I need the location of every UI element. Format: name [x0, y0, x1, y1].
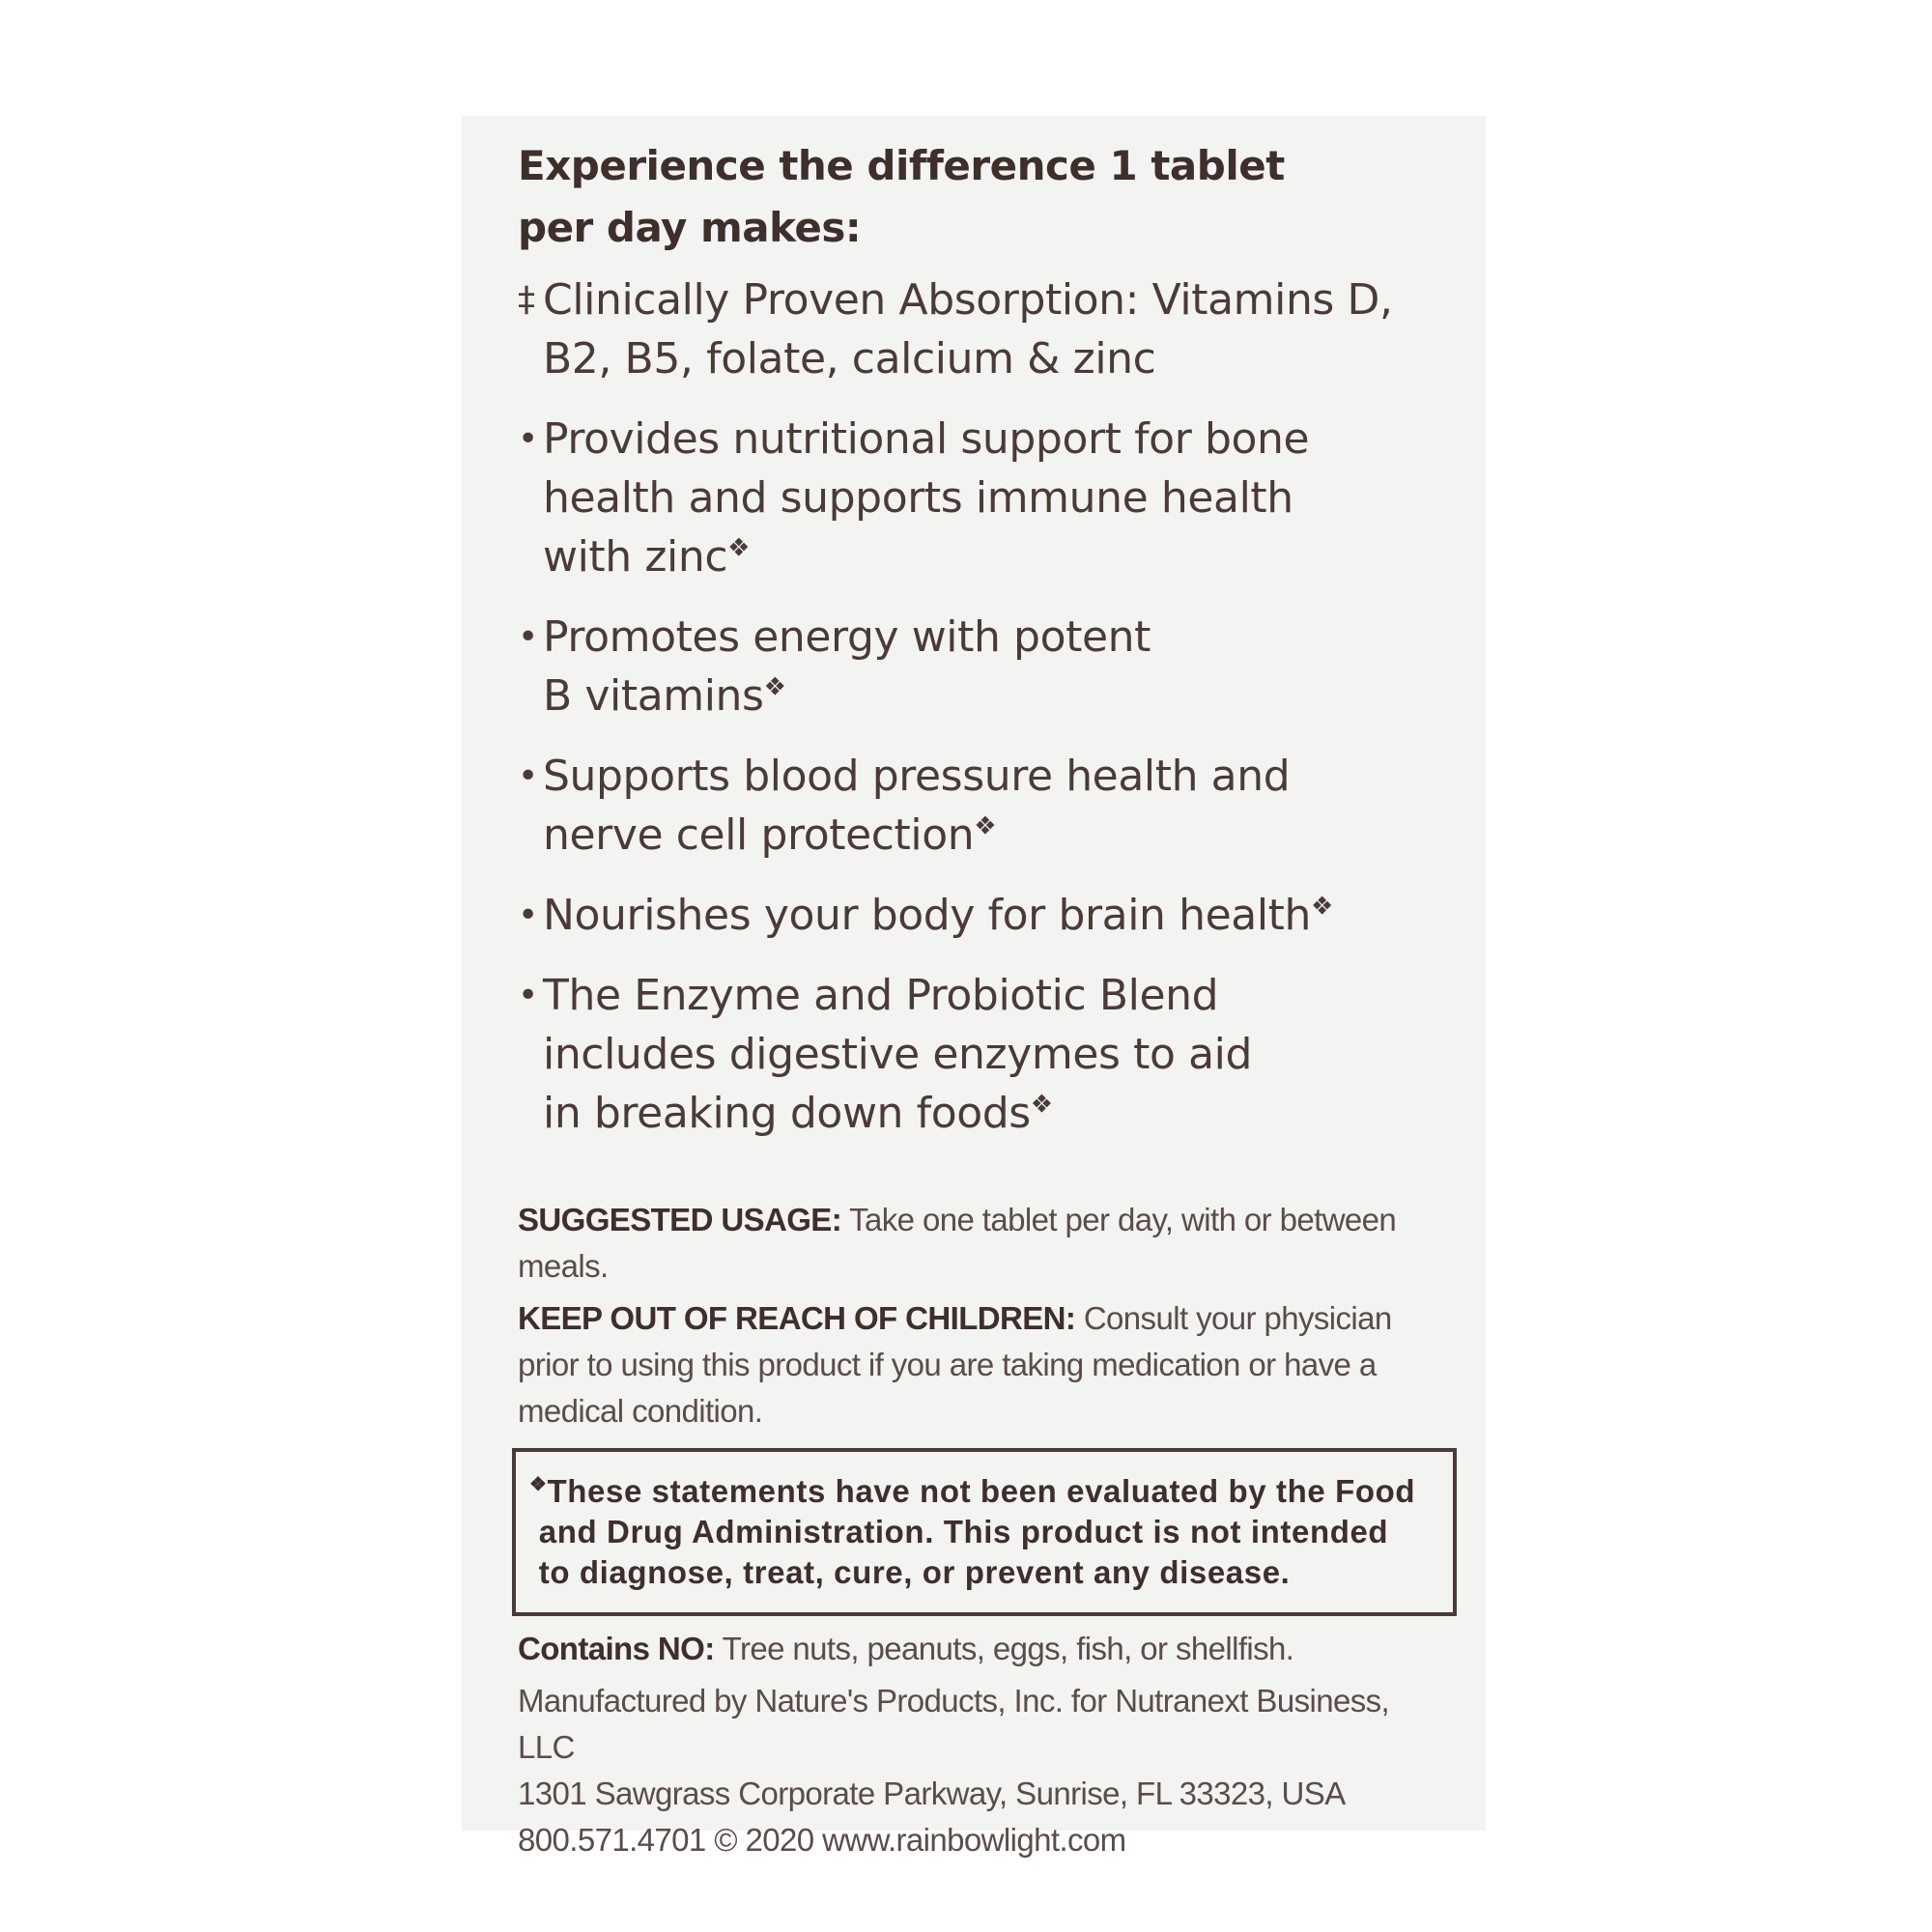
bullet-dot: • — [518, 976, 538, 1015]
bullet-dot: • — [518, 895, 538, 935]
benefit-item — [518, 270, 1445, 388]
manufacturer-contact: 800.571.4701 © 2020 www.rainbowlight.com — [518, 1822, 1126, 1858]
manufacturer-line-1: Manufactured by Nature's Products, Inc. for Nutranext Business, LLC — [518, 1683, 1390, 1765]
children-warning — [518, 1295, 1445, 1435]
allergen-text: Tree nuts, peanuts, eggs, fish, or shellfish. — [714, 1631, 1294, 1666]
manufacturer-address: 1301 Sawgrass Corporate Parkway, Sunrise, FL 33323, USA — [518, 1776, 1346, 1811]
benefit-line: Provides nutritional support for bone — [543, 414, 1310, 464]
benefit-line: Promotes energy with potent — [543, 612, 1151, 662]
benefit-line: B vitamins — [543, 671, 764, 721]
suggested-usage-text: Take one tablet per day, with or between meals. — [518, 1202, 1397, 1284]
diamond-star-icon: ❖ — [727, 533, 751, 563]
benefit-line: health and supports immune health — [543, 473, 1293, 523]
headline-line-2: per day makes: — [518, 204, 862, 251]
children-warning-label: KEEP OUT OF REACH OF CHILDREN: — [518, 1300, 1076, 1336]
benefit-line: Supports blood pressure health and — [543, 752, 1291, 801]
diamond-star-icon: ❖ — [529, 1474, 548, 1495]
disclaimer-line-3: to diagnose, treat, cure, or prevent any disease. — [538, 1554, 1291, 1590]
headline — [518, 135, 1445, 259]
benefit-item — [518, 747, 1445, 865]
bullet-dot: • — [518, 756, 538, 796]
benefit-item — [518, 608, 1445, 725]
benefit-line: Clinically Proven Absorption: Vitamins D, — [543, 275, 1393, 325]
benefit-line: Nourishes your body for brain health — [543, 891, 1312, 940]
benefits-list — [518, 270, 1445, 1143]
diamond-star-icon: ❖ — [1311, 892, 1333, 922]
benefit-line: includes digestive enzymes to aid — [543, 1030, 1252, 1079]
suggested-usage — [518, 1197, 1445, 1290]
bullet-dot: • — [518, 419, 538, 459]
benefit-item — [518, 966, 1445, 1143]
double-dagger-bullet: ‡ — [518, 280, 535, 320]
suggested-usage-label: SUGGESTED USAGE: — [518, 1202, 842, 1237]
benefit-line: in breaking down foods — [543, 1089, 1031, 1138]
disclaimer-line-2: and Drug Administration. This product is not intended — [538, 1514, 1389, 1549]
benefit-line: nerve cell protection — [543, 810, 975, 860]
benefit-line: The Enzyme and Probiotic Blend — [543, 971, 1219, 1020]
headline-line-1: Experience the difference 1 tablet — [518, 142, 1285, 189]
benefit-item — [518, 410, 1445, 586]
diamond-star-icon: ❖ — [763, 672, 786, 702]
bullet-dot: • — [518, 617, 538, 657]
label-panel — [462, 116, 1486, 1858]
diamond-star-icon: ❖ — [974, 811, 997, 841]
benefit-line: with zinc — [543, 532, 728, 582]
fda-disclaimer-box — [512, 1448, 1457, 1616]
disclaimer-line-1: These statements have not been evaluated by the Food — [547, 1473, 1416, 1509]
manufacturer-info — [518, 1678, 1445, 1863]
label-content — [518, 135, 1445, 1863]
children-warning-text: Consult your physician prior to using this product if you are taking medication or have a medical condition. — [518, 1300, 1392, 1429]
allergen-statement — [518, 1626, 1445, 1672]
allergen-label: Contains NO: — [518, 1631, 715, 1666]
benefit-line: B2, B5, folate, calcium & zinc — [543, 334, 1156, 384]
benefit-item — [518, 886, 1445, 945]
diamond-star-icon: ❖ — [1030, 1090, 1053, 1120]
